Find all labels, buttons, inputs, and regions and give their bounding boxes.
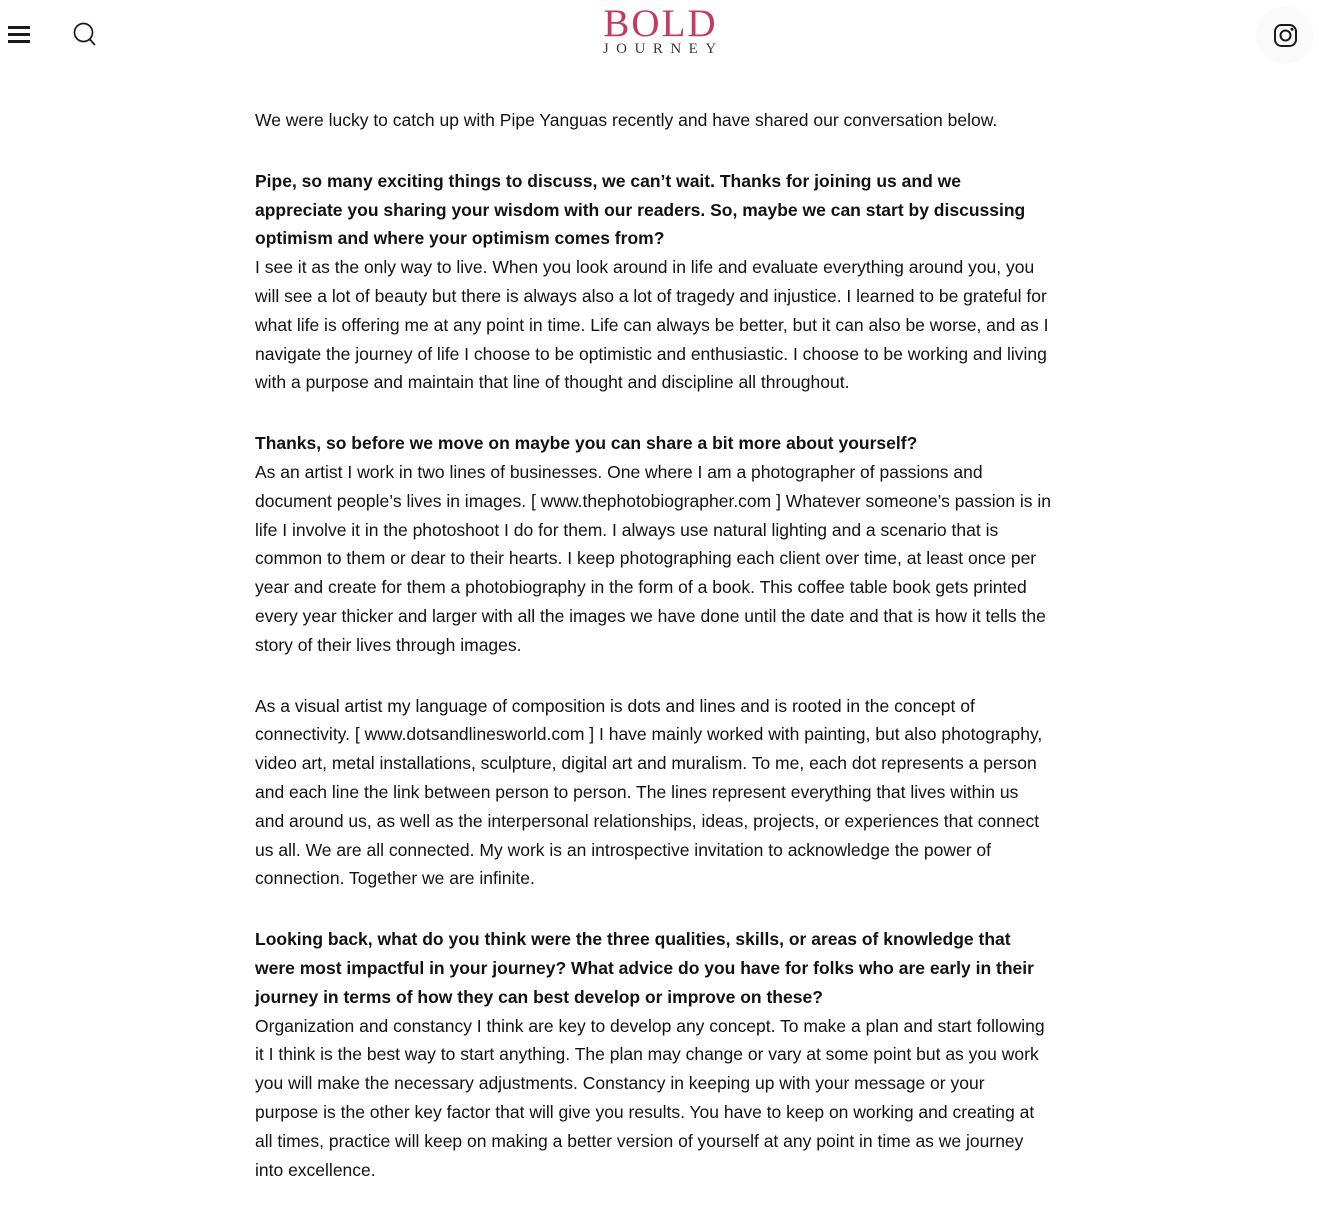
article-paragraph bbox=[255, 106, 1052, 135]
article-body bbox=[255, 106, 1052, 1184]
hamburger-icon[interactable] bbox=[8, 26, 30, 43]
article-paragraph bbox=[255, 429, 1052, 659]
interview-question: Looking back, what do you think were the three qualities, skills, or areas of knowledge that were most impactful in your journey? What advice do you have for folks who are early in their journey in terms of how they can best develop or improve on these? bbox=[255, 929, 1034, 1007]
interview-question: Pipe, so many exciting things to discuss, we can’t wait. Thanks for joining us and we appreciate you sharing your wisdom with our readers. So, maybe we can start by discussing optimism and where your optimism comes from? bbox=[255, 170, 1026, 249]
interview-answer: As an artist I work in two lines of businesses. One where I am a photographer of passions and document people’s lives in images. [ www.thephotobiographer.com ] Whatever someone’s passion is in life I involve it in the photoshoot I do for them. I always use natural lighting and a scenario that is common to them or dear to their hearts. I keep photographing each client over time, at least once per year and create for them a photobiography in the form of a book. This coffee table book gets printed every year thicker and larger with all the images we have done until the date and that is how it tells the story of their lives through images. bbox=[255, 461, 1052, 655]
article-paragraph bbox=[255, 925, 1052, 1184]
logo-subtitle: JOURNEY bbox=[602, 41, 724, 57]
site-logo[interactable] bbox=[602, 2, 724, 57]
site-header bbox=[0, 0, 1319, 70]
interview-answer: Organization and constancy I think are key to develop any concept. To make a plan and start following it I think is the best way to start anything. The plan may change or vary at some point but as you work you will make the necessary adjustments. Constancy in keeping up with your message or your purpose is the other key factor that will give you results. You have to keep on working and creating at all times, practice will keep on making a better version of yourself at any point in time as we journey into excellence. bbox=[255, 1015, 1045, 1180]
instagram-icon[interactable] bbox=[1256, 6, 1314, 64]
article-paragraph bbox=[255, 692, 1052, 894]
logo-title: BOLD bbox=[603, 2, 718, 45]
interview-answer: I see it as the only way to live. When you look around in life and evaluate everything around you, you will see a lot of beauty but there is always also a lot of tragedy and injustice. I learned to be grateful for what life is offering me at any point in time. Life can always be better, but it can also be worse, and as I navigate the journey of life I choose to be optimistic and enthusiastic. I choose to be working and living with a purpose and maintain that line of thought and discipline all throughout. bbox=[255, 257, 1049, 393]
interview-answer: As a visual artist my language of composition is dots and lines and is rooted in the concept of connectivity. [ www.dotsandlinesworld.com ] I have mainly worked with painting, but also photography, video art, metal installations, sculpture, digital art and muralism. To me, each dot represents a person and each line the link between person to person. The lines represent everything that lives within us and around us, as well as the interpersonal relationships, ideas, projects, or experiences that connect us all. We are all connected. My work is an introspective invitation to acknowledge the power of connection. Together we are infinite. bbox=[255, 695, 1043, 889]
interview-question: Thanks, so before we move on maybe you can share a bit more about yourself? bbox=[255, 433, 918, 454]
interview-answer: We were lucky to catch up with Pipe Yanguas recently and have shared our conversation below. bbox=[255, 110, 998, 130]
search-icon[interactable] bbox=[71, 20, 99, 48]
article-paragraph bbox=[255, 167, 1052, 397]
